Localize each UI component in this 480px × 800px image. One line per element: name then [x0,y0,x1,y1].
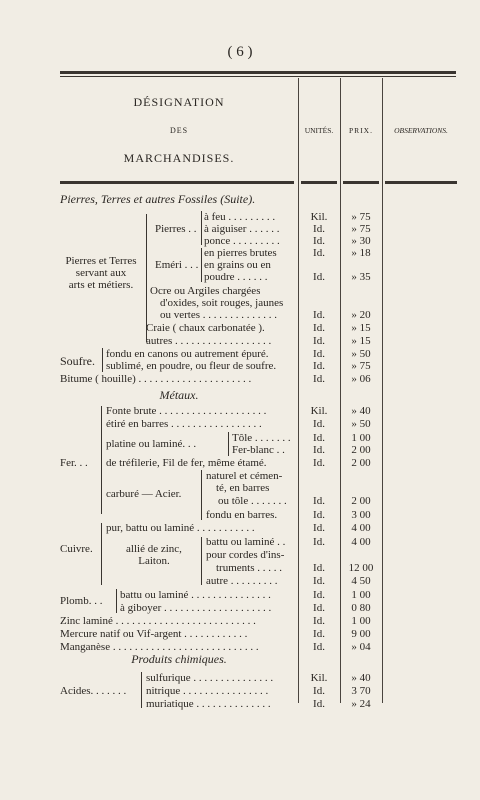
label-plomb: Plomb. . . [60,595,103,607]
row-price: » 75 [351,360,371,372]
row-unit: Id. [313,322,325,334]
row-description: en pierres brutes [204,247,277,259]
row-unit: Id. [313,522,325,534]
brace-soufre [102,348,103,372]
header-observations: OBSERVATIONS. [394,126,448,135]
section-title-produits: Produits chimiques. [131,652,227,666]
row-price: » 75 [351,211,371,223]
row-unit: Kil. [310,211,328,223]
brace-acides [141,672,142,708]
row-description: d'oxides, soit rouges, jaunes [160,297,284,309]
row-price: » 18 [351,247,371,259]
row-unit: Id. [313,495,325,507]
row-unit: Id. [313,536,325,548]
brace-emeri [201,248,202,282]
row-description: Ocre ou Argiles chargées [150,285,261,297]
row-price: » 24 [351,698,371,710]
row-price: 0 80 [351,602,371,614]
row-description: sublimé, en poudre, ou fleur de soufre. [106,360,277,372]
row-unit: Id. [313,247,325,259]
header-prix: PRIX. [349,126,373,135]
row-description: truments . . . . . [216,562,282,574]
label-pierres-terres [58,255,144,291]
row-unit: Id. [313,575,325,587]
row-description: à aiguiser . . . . . . [204,223,280,235]
header-rule-designation [60,181,294,184]
row-description: nitrique . . . . . . . . . . . . . . . . [146,685,269,697]
brace-cuivre [101,523,102,585]
row-price: 1 00 [351,432,371,444]
brace-pierres [201,211,202,245]
row-unit: Id. [313,335,325,347]
row-unit: Id. [313,602,325,614]
label-carbure-acier: carburé — Acier. [106,488,182,500]
row-description: pour cordes d'ins- [206,549,285,561]
row-price: » 50 [351,348,371,360]
row-unit: Id. [313,309,325,321]
row-unit: Id. [313,685,325,697]
row-description: en grains ou en [204,259,271,271]
row-price: » 40 [351,405,371,417]
row-price: » 35 [351,271,371,283]
column-divider-observations [382,78,383,703]
header-rule-units [301,181,337,184]
brace-laiton [201,537,202,585]
row-unit: Id. [313,373,325,385]
row-unit: Id. [313,360,325,372]
row-unit: Id. [313,432,325,444]
row-price: » 75 [351,223,371,235]
row-description: autres . . . . . . . . . . . . . . . . . . [146,335,272,347]
header-des: DES [169,126,189,135]
row-description: à giboyer . . . . . . . . . . . . . . . . . . . . [120,602,272,614]
row-price: » 15 [351,322,371,334]
label-fer: Fer. . . [60,457,88,469]
row-price: » 15 [351,335,371,347]
row-description: Zinc laminé . . . . . . . . . . . . . . . . . . . . . . . . . . [60,615,256,627]
row-description: Bitume ( houille) . . . . . . . . . . . . . . . . . . . . . [60,373,252,385]
header-rule-price [343,181,379,184]
row-description: battu ou laminé . . [206,536,286,548]
row-unit: Id. [313,223,325,235]
row-price: 3 70 [351,685,371,697]
row-price: 4 50 [351,575,371,587]
row-description: Tôle . . . . . . . [232,432,291,444]
row-description: muriatique . . . . . . . . . . . . . . [146,698,271,710]
row-price: » 40 [351,672,371,684]
page-number: ( 6 ) [227,44,253,60]
row-price: » 04 [351,641,371,653]
row-price: 2 00 [351,495,371,507]
row-description: autre . . . . . . . . . [206,575,278,587]
label-soufre: Soufre. [60,354,95,368]
row-description: Manganèse . . . . . . . . . . . . . . . . . . . . . . . . . . . [60,641,259,653]
row-description: naturel et cémen- [206,470,283,482]
row-unit: Kil. [310,405,328,417]
row-price: » 20 [351,309,371,321]
row-price: » 30 [351,235,371,247]
row-description: ou vertes . . . . . . . . . . . . . . [160,309,278,321]
row-unit: Id. [313,348,325,360]
row-description: à feu . . . . . . . . . [204,211,276,223]
row-description: ponce . . . . . . . . . [204,235,280,247]
row-unit: Id. [313,444,325,456]
row-price: 1 00 [351,589,371,601]
row-price: 9 00 [351,628,371,640]
row-description: fondu en canons ou autrement épuré. [106,348,269,360]
row-description: de tréfilerie, Fil de fer, même étamé. [106,457,267,469]
label-acides: Acides. . . . . . . [60,685,127,697]
row-description: sulfurique . . . . . . . . . . . . . . . [146,672,274,684]
header-unites: UNITÉS. [304,126,334,135]
row-description: Fonte brute . . . . . . . . . . . . . . . . . . . . [106,405,267,417]
row-unit: Id. [313,457,325,469]
row-description: Fer-blanc . . [232,444,285,456]
label-pierres-terres-line: arts et métiers. [68,279,134,291]
row-description: étiré en barres . . . . . . . . . . . . . . . . . [106,418,262,430]
label-cuivre: Cuivre. [60,543,93,555]
row-unit: Id. [313,628,325,640]
section-title-metaux: Métaux. [159,388,199,402]
row-price: 4 00 [351,536,371,548]
row-price: 2 00 [351,444,371,456]
label-pierres-terres-line: servant aux [75,267,127,279]
row-unit: Id. [313,271,325,283]
brace-platine [228,432,229,456]
label-emeri: Eméri . . . [155,259,199,271]
row-price: 1 00 [351,615,371,627]
row-unit: Id. [313,641,325,653]
row-unit: Id. [313,235,325,247]
label-allie-zinc [108,543,200,567]
row-description: poudre . . . . . . [204,271,268,283]
row-price: 3 00 [351,509,371,521]
label-allie-zinc-line: allié de zinc, [126,543,182,555]
row-unit: Id. [313,562,325,574]
row-unit: Id. [313,509,325,521]
row-price: » 06 [351,373,371,385]
brace-acier [201,470,202,520]
row-description: Mercure natif ou Vif-argent . . . . . . . . . . . . [60,628,248,640]
header-rule-observations [385,181,457,184]
row-unit: Id. [313,615,325,627]
label-allie-zinc-line: Laiton. [138,555,170,567]
top-rule [60,71,456,74]
row-unit: Id. [313,589,325,601]
row-description: fondu en barres. [206,509,278,521]
row-description: pur, battu ou laminé . . . . . . . . . . . [106,522,255,534]
label-pierres-terres-line: Pierres et Terres [65,255,137,267]
label-pierres: Pierres . . [155,223,197,235]
header-marchandises: MARCHANDISES. [123,151,235,165]
row-price: » 50 [351,418,371,430]
section-title-pierres: Pierres, Terres et autres Fossiles (Suite). [60,192,256,206]
row-description: ou tôle . . . . . . . [218,495,287,507]
row-description: battu ou laminé . . . . . . . . . . . . . . . [120,589,271,601]
header-designation: DÉSIGNATION [133,95,225,109]
brace-fer [101,406,102,514]
row-unit: Id. [313,698,325,710]
top-rule-thin [60,76,456,77]
label-platine-lamine: platine ou laminé. . . [106,438,197,450]
row-unit: Kil. [310,672,328,684]
row-price: 4 00 [351,522,371,534]
row-unit: Id. [313,418,325,430]
brace-plomb [116,589,117,613]
row-description: té, en barres [216,482,270,494]
row-price: 12 00 [348,562,374,574]
row-price: 2 00 [351,457,371,469]
row-description: Craie ( chaux carbonatée ). [146,322,265,334]
